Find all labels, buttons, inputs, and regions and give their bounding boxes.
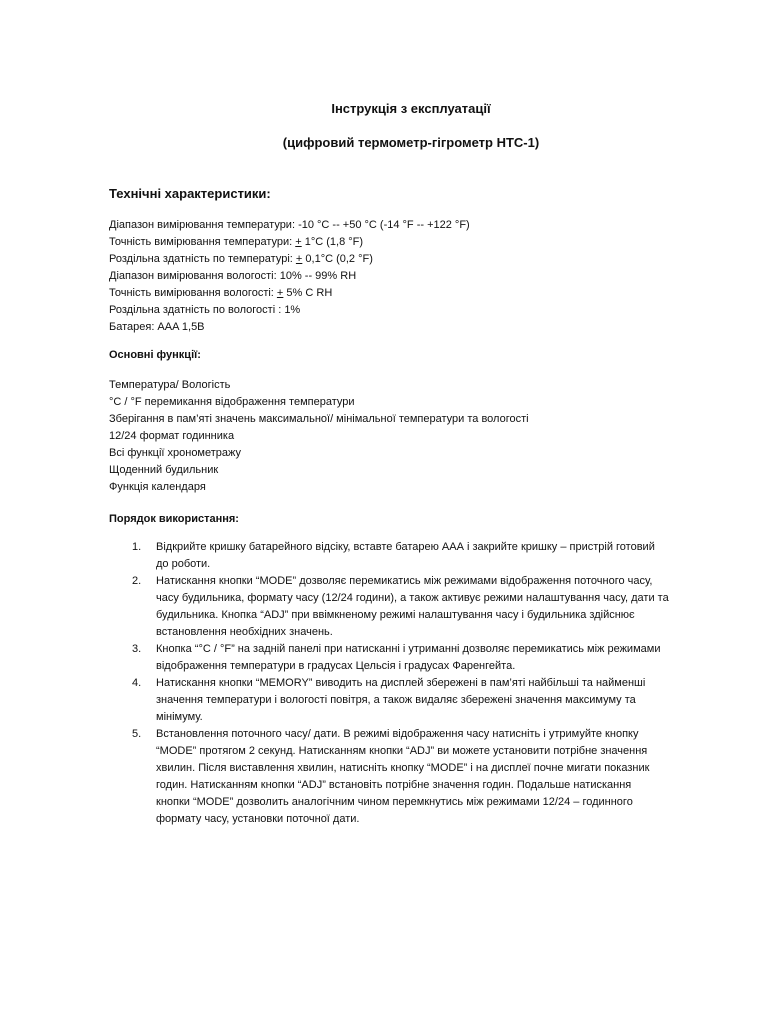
specs-list [109, 217, 470, 336]
plus-minus-sign: + [276, 287, 284, 299]
document-title: Інструкція з експлуатації [331, 101, 491, 116]
function-item: Всі функції хронометражу [109, 447, 242, 459]
functions-list [109, 377, 529, 496]
step-text-line: будильника. Кнопка “ADJ” при ввімкненому режимі налаштування часу і будильника здійснює [156, 609, 635, 621]
function-item: Зберігання в пам’яті значень максимальної/ мінімальної температури та вологості [109, 413, 529, 425]
step-text-line: Кнопка “°C / °F” на задній панелі при натисканні і утриманні дозволяє перемикатись між режимами [156, 643, 661, 655]
plus-minus-sign: + [295, 236, 302, 248]
step-text-line: відображення температури в градусах Цельсія і градусах Фаренгейта. [156, 660, 516, 672]
step-number: 4. [132, 677, 142, 689]
step-number: 5. [132, 728, 142, 740]
step-text-line: Відкрийте кришку батарейного відсіку, вставте батарею ААА і закрийте кришку – пристрій готовий [156, 541, 655, 553]
step-text-line: кнопки “MODE” дозволить аналогічним чином перемкнутись між режимами 12/24 – годинного [156, 796, 633, 808]
spec-line: Роздільна здатність по вологості : 1% [109, 304, 301, 316]
specs-heading: Технічні характеристики: [109, 186, 271, 201]
spec-line: Батарея: AAA 1,5B [109, 321, 205, 333]
step-text-line: до роботи. [156, 558, 211, 570]
usage-step [109, 675, 719, 726]
usage-step [109, 539, 719, 573]
functions-heading: Основні функції: [109, 349, 201, 361]
step-number: 3. [132, 643, 142, 655]
step-text-line: годин. Натисканням кнопки “ADJ” встановіть потрібне значення годин. Подальше натискання [156, 779, 632, 791]
function-item: °C / °F перемикання відображення температури [109, 396, 355, 408]
spec-line: Роздільна здатність по температурі: + 0,1°C (0,2 °F) [109, 253, 373, 265]
spec-line: Діапазон вимірювання температури: -10 °C -- +50 °C (-14 °F -- +122 °F) [109, 219, 470, 231]
step-number: 2. [132, 575, 142, 587]
step-text-line: часу будильника, формату часу (12/24 години), а також активує режими налаштування часу, дати та [156, 592, 669, 604]
document-subtitle: (цифровий термометр-гігрометр HTC-1) [282, 135, 540, 150]
spec-line: Точність вимірювання вологості: + 5% C RH [109, 287, 333, 299]
step-text-line: Натискання кнопки “MODE” дозволяє перемикатись між режимами відображення поточного часу, [156, 575, 653, 587]
plus-minus-sign: + [295, 253, 303, 265]
step-text-line: “MODE” протягом 2 секунд. Натисканням кнопки “ADJ” ви можете установити потрібне значення [156, 745, 648, 757]
usage-step [109, 573, 719, 641]
usage-list [109, 539, 719, 828]
usage-step [109, 641, 719, 675]
step-text-line: Встановлення поточного часу/ дати. В режимі відображення часу натисніть і утримуйте кнопку [156, 728, 639, 740]
usage-step [109, 726, 719, 828]
usage-heading: Порядок використання: [109, 513, 239, 525]
step-number: 1. [132, 541, 142, 553]
function-item: Температура/ Вологість [109, 379, 231, 391]
step-text-line: хвилин. Після виставлення хвилин, натисніть кнопку “MODE” і на дисплеї почне мигати показник [156, 762, 650, 774]
step-text-line: Натискання кнопки “MEMORY” виводить на дисплей збережені в пам’яті найбільші та найменші [156, 677, 646, 689]
step-text-line: формату часу, установки поточної дати. [156, 813, 360, 825]
function-item: Щоденний будильник [109, 464, 219, 476]
function-item: Функція календаря [109, 481, 206, 493]
step-text-line: мінімуму. [156, 711, 203, 723]
step-text-line: значення температури і вологості повітря, а також видаляє збережені значення максимуму та [156, 694, 636, 706]
step-text-line: встановлення необхідних значень. [156, 626, 333, 638]
spec-line: Діапазон вимірювання вологості: 10% -- 99% RH [109, 270, 357, 282]
function-item: 12/24 формат годинника [109, 430, 235, 442]
spec-line: Точність вимірювання температури: + 1°C (1,8 °F) [109, 236, 364, 248]
